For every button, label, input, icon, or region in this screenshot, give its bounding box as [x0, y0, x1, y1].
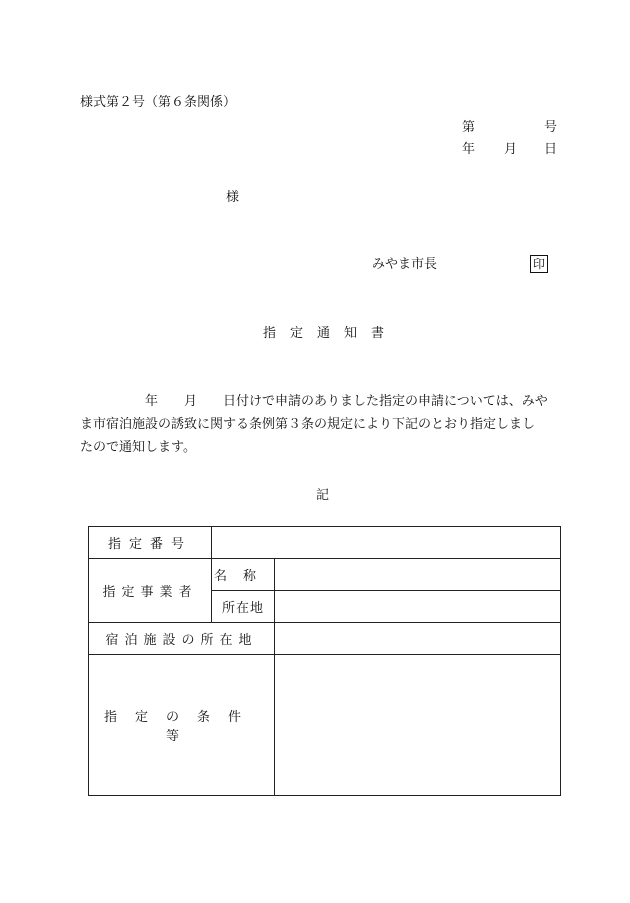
document-title: 指定通知書: [263, 326, 399, 341]
table-row: [89, 655, 561, 796]
body-line-2: ま市宿泊施設の誘致に関する条例第３条の規定により下記のとおり指定しまし: [80, 417, 536, 432]
conditions-label: 指定の条件等: [89, 655, 275, 796]
seal-mark: 印: [530, 255, 548, 273]
facility-location-label: 宿泊施設の所在地: [89, 623, 275, 655]
body-line-1: 年 月 日付けで申請のありました指定の申請については、みや: [80, 394, 548, 409]
table-row: [89, 623, 561, 655]
ki-heading: 記: [316, 488, 330, 503]
form-number-label: 様式第２号（第６条関係）: [80, 95, 237, 110]
operator-address-label: 所在地: [212, 591, 275, 623]
operator-name-label: 名称: [212, 559, 275, 591]
date-month: 月: [504, 142, 518, 157]
operator-address-value: [275, 591, 561, 623]
facility-location-value: [275, 623, 561, 655]
addressee-suffix: 様: [226, 190, 240, 205]
number-prefix: 第: [462, 120, 476, 135]
date-year: 年: [462, 142, 476, 157]
operator-name-value: [275, 559, 561, 591]
table-row: [89, 559, 561, 591]
designation-number-label: 指定番号: [89, 527, 212, 559]
notice-body: [80, 390, 560, 459]
issuer-name: みやま市長: [372, 257, 438, 272]
body-line-3: たので通知します。: [80, 440, 196, 455]
date-day: 日: [543, 142, 557, 157]
table-row: [89, 527, 561, 559]
conditions-value: [275, 655, 561, 796]
designated-operator-label: 指定事業者: [89, 559, 212, 623]
designation-details-table: [88, 526, 561, 796]
designation-number-value: [212, 527, 561, 559]
number-suffix: 号: [543, 120, 557, 135]
